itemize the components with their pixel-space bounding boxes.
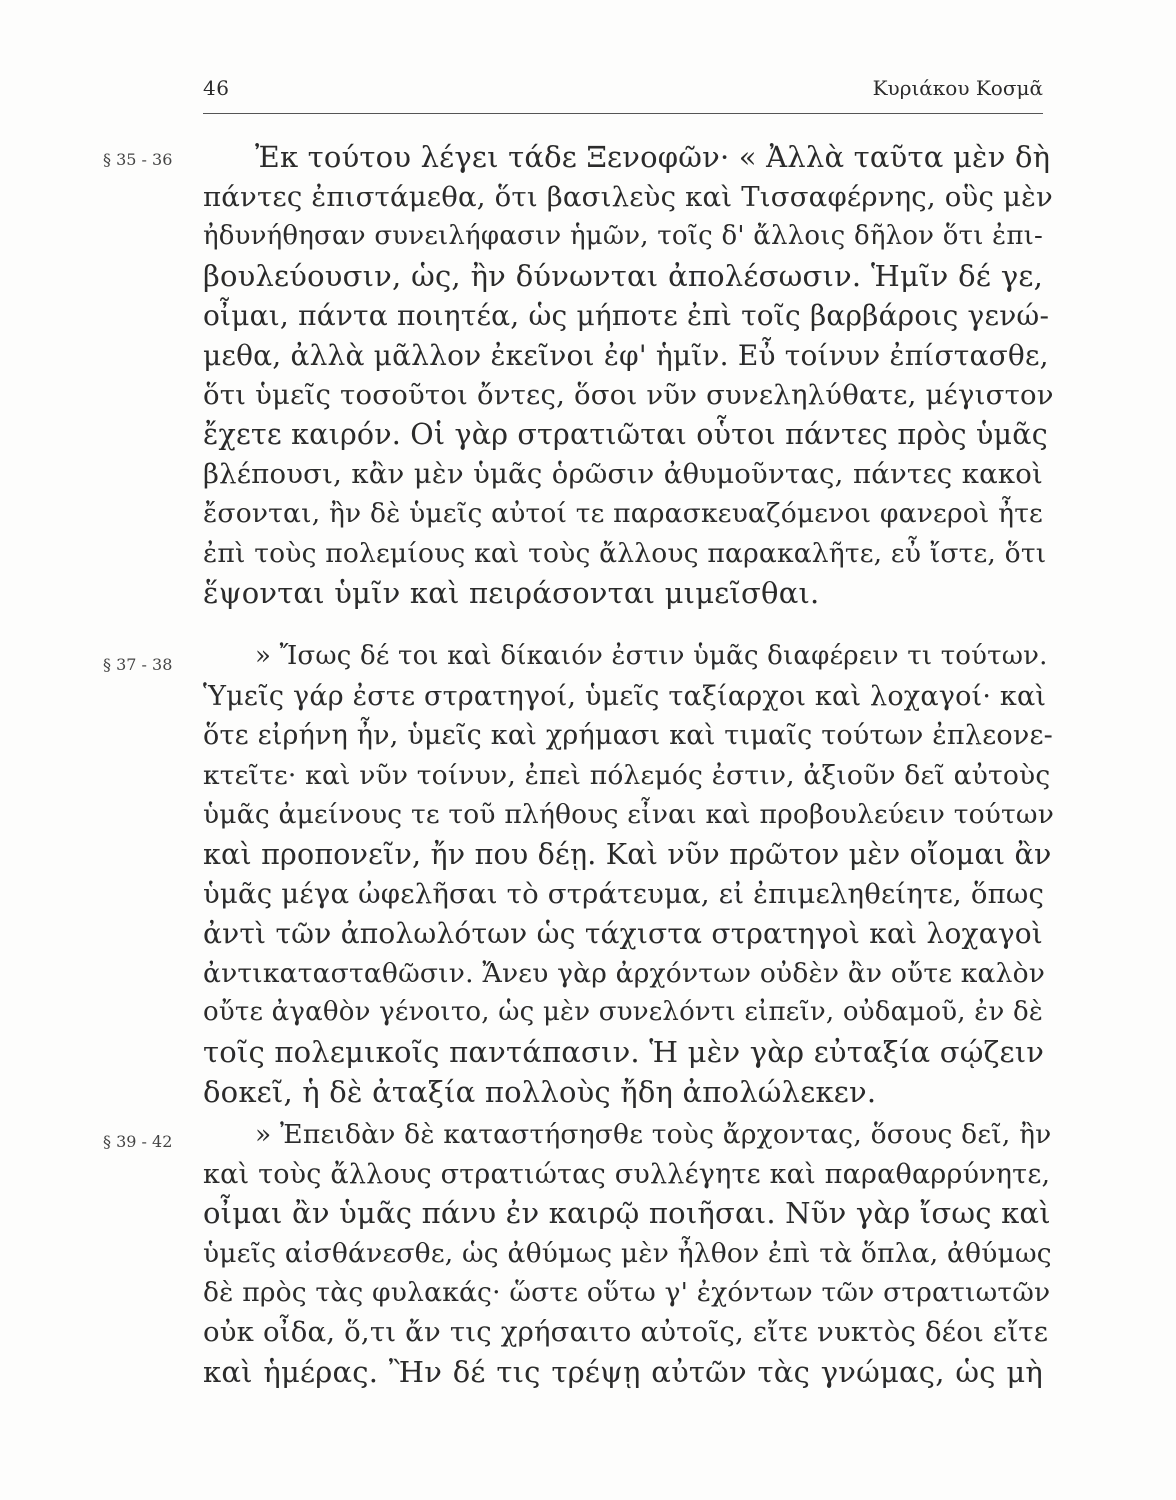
text-line: βλέπουσι, κἂν μὲν ὑμᾶς ὁρῶσιν ἀθυμοῦντας, πάντες κακοὶ	[203, 457, 1043, 490]
text-line: ὑμεῖς αἰσθάνεσθε, ὡς ἀθύμως μὲν ἦλθον ἐπὶ τὰ ὅπλα, ἀθύμως	[203, 1237, 1052, 1269]
section-label: § 37 - 38	[103, 655, 173, 674]
section-label: § 39 - 42	[103, 1132, 173, 1151]
text-line: δοκεῖ, ἡ δὲ ἀταξία πολλοὺς ἤδη ἀπολώλεκεν.	[203, 1074, 877, 1109]
text-line: ἕψονται ὑμῖν καὶ πειράσονται μιμεῖσθαι.	[203, 575, 820, 610]
text-line: πάντες ἐπιστάμεθα, ὅτι βασιλεὺς καὶ Τισσαφέρνης, οὓς μὲν	[203, 180, 1053, 213]
text-line: καὶ προπονεῖν, ἤν που δέῃ. Καὶ νῦν πρῶτον μὲν οἴομαι ἂν	[203, 837, 1052, 871]
section-paragraph	[203, 138, 1054, 613]
text-line: καὶ ἡμέρας. Ἢν δέ τις τρέψῃ αὐτῶν τὰς γνώμας, ὡς μὴ	[203, 1354, 1043, 1389]
text-line: οἶμαι, πάντα ποιητέα, ὡς μήποτε ἐπὶ τοῖς βαρβάροις γενώ-	[203, 299, 1050, 333]
text-line: βουλεύουσιν, ὡς, ἢν δύνωνται ἀπολέσωσιν. Ἡμῖν δέ γε,	[203, 258, 1043, 293]
text-line: » Ἐπειδὰν δὲ καταστήσησθε τοὺς ἄρχοντας, ὅσους δεῖ, ἢν	[255, 1119, 1052, 1150]
text-line: ἔσονται, ἢν δὲ ὑμεῖς αὐτοί τε παρασκευαζόμενοι φανεροὶ ἦτε	[203, 498, 1043, 530]
running-head	[203, 72, 1043, 102]
text-line: οὔτε ἀγαθὸν γένοιτο, ὡς μὲν συνελόντι εἰπεῖν, οὐδαμοῦ, ἐν δὲ	[203, 997, 1043, 1028]
text-line: Ἐκ τούτου λέγει τάδε Ξενοφῶν· « Ἀλλὰ ταῦτα μὲν δὴ	[255, 140, 1051, 174]
text-line: ἔχετε καιρόν. Οἱ γὰρ στρατιῶται οὗτοι πάντες πρὸς ὑμᾶς	[203, 418, 1048, 452]
page-number: 46	[203, 76, 230, 100]
text-line: ὑμᾶς μέγα ὠφελῆσαι τὸ στράτευμα, εἰ ἐπιμεληθείητε, ὅπως	[203, 877, 1045, 910]
text-line: ἀντικατασταθῶσιν. Ἄνευ γὰρ ἀρχόντων οὐδὲν ἂν οὔτε καλὸν	[203, 957, 1046, 989]
text-line: Ὑμεῖς γάρ ἐστε στρατηγοί, ὑμεῖς ταξίαρχοι καὶ λοχαγοί· καὶ	[203, 680, 1047, 712]
text-line: ὅτε εἰρήνη ἦν, ὑμεῖς καὶ χρήμασι καὶ τιμαῖς τούτων ἐπλεονε-	[203, 720, 1053, 752]
text-line: μεθα, ἀλλὰ μᾶλλον ἐκεῖνοι ἐφ' ἡμῖν. Εὖ τοίνυν ἐπίστασθε,	[203, 338, 1049, 372]
text-line: οἶμαι ἂν ὑμᾶς πάνυ ἐν καιρῷ ποιῆσαι. Νῦν γὰρ ἴσως καὶ	[203, 1196, 1051, 1231]
section-label: § 35 - 36	[103, 150, 173, 169]
text-line: κτεῖτε· καὶ νῦν τοίνυν, ἐπεὶ πόλεμός ἐστιν, ἀξιοῦν δεῖ αὐτοὺς	[203, 759, 1051, 791]
text-line: ἠδυνήθησαν συνειλήφασιν ἡμῶν, τοῖς δ' ἄλλοις δῆλον ὅτι ἐπι-	[203, 221, 1043, 252]
text-line: ἀντὶ τῶν ἀπολωλότων ὡς τάχιστα στρατηγοὶ καὶ λοχαγοὶ	[203, 917, 1043, 951]
running-head-title: Κυριάκου Κοσμᾶ	[872, 76, 1043, 100]
section-paragraph	[203, 637, 1055, 1112]
text-line: καὶ τοὺς ἄλλους στρατιώτας συλλέγητε καὶ παραθαρρύνητε,	[203, 1158, 1051, 1190]
text-line: ὅτι ὑμεῖς τοσοῦτοι ὄντες, ὅσοι νῦν συνεληλύθατε, μέγιστον	[203, 378, 1054, 411]
header-rule	[203, 113, 1043, 114]
text-line: ὑμᾶς ἀμείνους τε τοῦ πλήθους εἶναι καὶ προβουλεύειν τούτων	[203, 799, 1055, 831]
text-line: οὐκ οἶδα, ὅ,τι ἄν τις χρήσαιτο αὐτοῖς, εἴτε νυκτὸς δέοι εἴτε	[203, 1315, 1049, 1348]
text-line: τοῖς πολεμικοῖς παντάπασιν. Ἡ μὲν γὰρ εὐταξία σῴζειν	[203, 1034, 1045, 1069]
section-paragraph	[203, 1115, 1052, 1392]
text-line: ἐπὶ τοὺς πολεμίους καὶ τοὺς ἄλλους παρακαλῆτε, εὖ ἴστε, ὅτι	[203, 537, 1047, 569]
text-line: δὲ πρὸς τὰς φυλακάς· ὥστε οὕτω γ' ἐχόντων τῶν στρατιωτῶν	[203, 1277, 1051, 1309]
text-line: » Ἴσως δέ τοι καὶ δίκαιόν ἐστιν ὑμᾶς διαφέρειν τι τούτων.	[255, 641, 1048, 671]
